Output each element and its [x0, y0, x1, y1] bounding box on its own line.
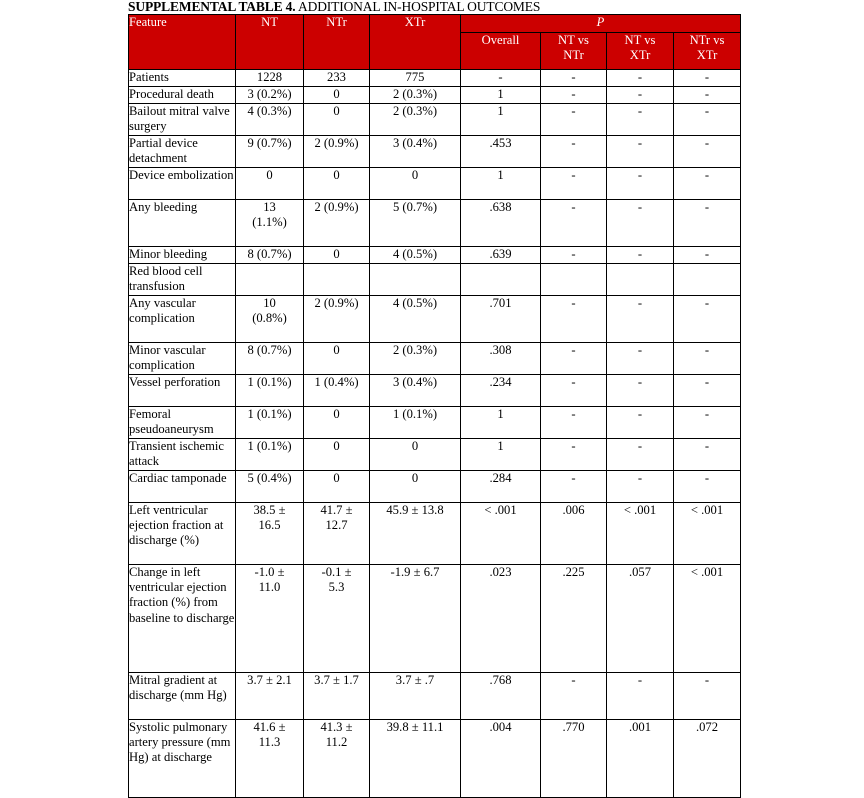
cell-xtr: 0: [370, 471, 461, 503]
column-header-ntr: NTr: [304, 15, 370, 70]
cell-ntr: 0: [304, 104, 370, 136]
cell-xtr: 0: [370, 439, 461, 471]
cell-nt-vs-ntr: -: [541, 407, 607, 439]
table-row: [129, 247, 741, 264]
cell-ntr-vs-xtr: -: [674, 673, 741, 720]
row-feature-label: Patients: [129, 70, 236, 87]
row-feature-label: Device embolization: [129, 168, 236, 200]
cell-overall: .701: [461, 296, 541, 343]
cell-ntr: 0: [304, 168, 370, 200]
table-row: [129, 70, 741, 87]
cell-overall: .639: [461, 247, 541, 264]
cell-nt-vs-xtr: -: [607, 439, 674, 471]
cell-ntr-vs-xtr: -: [674, 200, 741, 247]
cell-nt: 3 (0.2%): [236, 87, 304, 104]
table-row: [129, 343, 741, 375]
cell-nt-vs-xtr: -: [607, 87, 674, 104]
cell-xtr: 45.9 ± 13.8: [370, 503, 461, 565]
caption-label: SUPPLEMENTAL TABLE 4.: [128, 0, 296, 14]
table-row: [129, 104, 741, 136]
row-feature-label: Vessel perforation: [129, 375, 236, 407]
row-feature-label: Left ventricular ejection fraction at discharge (%): [129, 503, 236, 565]
table-row: [129, 296, 741, 343]
cell-nt: 3.7 ± 2.1: [236, 673, 304, 720]
cell-ntr: 2 (0.9%): [304, 136, 370, 168]
cell-nt-vs-xtr: -: [607, 375, 674, 407]
cell-overall: 1: [461, 168, 541, 200]
cell-ntr: 233: [304, 70, 370, 87]
row-feature-label: Red blood cell transfusion: [129, 264, 236, 296]
cell-nt: 1228: [236, 70, 304, 87]
cell-line-1: -1.0 ±: [254, 565, 285, 579]
row-feature-label: Change in left ventricular ejection fraction (%) from baseline to discharge: [129, 565, 236, 673]
cell-ntr-vs-xtr: [674, 264, 741, 296]
cell-nt-vs-xtr: -: [607, 200, 674, 247]
cell-ntr-vs-xtr: < .001: [674, 503, 741, 565]
cell-ntr: [304, 503, 370, 565]
cell-nt-vs-xtr: -: [607, 407, 674, 439]
cell-ntr-vs-xtr: -: [674, 87, 741, 104]
table-row: [129, 375, 741, 407]
cell-nt: [236, 200, 304, 247]
cell-nt: 1 (0.1%): [236, 407, 304, 439]
cell-xtr: 1 (0.1%): [370, 407, 461, 439]
cell-nt-vs-ntr: .006: [541, 503, 607, 565]
cell-overall: 1: [461, 87, 541, 104]
cell-nt-vs-xtr: -: [607, 70, 674, 87]
cell-overall: .004: [461, 720, 541, 798]
row-feature-label: Bailout mitral valve surgery: [129, 104, 236, 136]
row-feature-label: Procedural death: [129, 87, 236, 104]
cell-nt-vs-xtr: -: [607, 471, 674, 503]
cell-nt: 1 (0.1%): [236, 439, 304, 471]
cell-line-1: 41.6 ±: [253, 720, 286, 734]
cell-xtr: 0: [370, 168, 461, 200]
cell-xtr: 4 (0.5%): [370, 247, 461, 264]
cell-nt-vs-xtr: .057: [607, 565, 674, 673]
table-body: [129, 70, 741, 798]
row-feature-label: Minor bleeding: [129, 247, 236, 264]
cell-ntr-vs-xtr: -: [674, 375, 741, 407]
cell-nt-vs-ntr: -: [541, 200, 607, 247]
cell-overall: .284: [461, 471, 541, 503]
cell-nt: 0: [236, 168, 304, 200]
cell-nt-vs-ntr: -: [541, 673, 607, 720]
cell-nt-vs-ntr: -: [541, 439, 607, 471]
cell-ntr: 0: [304, 471, 370, 503]
table-row: [129, 87, 741, 104]
table-row: [129, 565, 741, 673]
cell-overall: .234: [461, 375, 541, 407]
cell-ntr-vs-xtr: -: [674, 407, 741, 439]
row-feature-label: Minor vascular complication: [129, 343, 236, 375]
column-header-feature: Feature: [129, 15, 236, 70]
table-header: [129, 15, 741, 70]
table-row: [129, 264, 741, 296]
p-ntr-vs-xtr-line2: XTr: [696, 48, 718, 63]
cell-line-2: 11.2: [325, 735, 348, 750]
cell-xtr: 2 (0.3%): [370, 343, 461, 375]
row-feature-label: Partial device detachment: [129, 136, 236, 168]
supplemental-table-4: [128, 14, 741, 798]
cell-line-2: (0.8%): [252, 311, 287, 326]
table-row: [129, 407, 741, 439]
cell-ntr: 3.7 ± 1.7: [304, 673, 370, 720]
cell-nt: 8 (0.7%): [236, 343, 304, 375]
row-feature-label: Any bleeding: [129, 200, 236, 247]
cell-line-2: 16.5: [258, 518, 281, 533]
cell-overall: < .001: [461, 503, 541, 565]
table-row: [129, 471, 741, 503]
p-nt-vs-xtr-line1: NT vs: [624, 33, 656, 47]
cell-line-2: 11.0: [258, 580, 281, 595]
cell-xtr: 2 (0.3%): [370, 87, 461, 104]
column-header-p-nt-vs-ntr: [541, 33, 607, 70]
table-row: [129, 200, 741, 247]
cell-nt-vs-xtr: .001: [607, 720, 674, 798]
cell-nt-vs-ntr: -: [541, 87, 607, 104]
cell-xtr: 5 (0.7%): [370, 200, 461, 247]
cell-ntr: [304, 720, 370, 798]
cell-xtr: [370, 264, 461, 296]
row-feature-label: Any vascular complication: [129, 296, 236, 343]
cell-ntr: 0: [304, 439, 370, 471]
cell-nt: 9 (0.7%): [236, 136, 304, 168]
cell-overall: 1: [461, 439, 541, 471]
cell-line-1: -0.1 ±: [321, 565, 352, 579]
cell-nt-vs-xtr: -: [607, 296, 674, 343]
table-caption: [128, 0, 740, 14]
cell-line-1: 41.7 ±: [320, 503, 353, 517]
cell-xtr: 39.8 ± 11.1: [370, 720, 461, 798]
cell-line-2: 12.7: [325, 518, 348, 533]
cell-line-1: 38.5 ±: [253, 503, 286, 517]
p-nt-vs-ntr-line1: NT vs: [558, 33, 589, 47]
cell-nt-vs-ntr: -: [541, 70, 607, 87]
cell-xtr: 775: [370, 70, 461, 87]
cell-ntr: 0: [304, 407, 370, 439]
cell-overall: -: [461, 70, 541, 87]
cell-line-1: 10: [263, 296, 276, 310]
cell-line-2: (1.1%): [252, 215, 287, 230]
header-row-primary: [129, 15, 741, 33]
cell-overall: .638: [461, 200, 541, 247]
p-ntr-vs-xtr-line1: NTr vs: [689, 33, 725, 47]
column-header-p-group: P: [461, 15, 741, 33]
cell-ntr: 1 (0.4%): [304, 375, 370, 407]
column-header-p-nt-vs-xtr: [607, 33, 674, 70]
cell-ntr: 0: [304, 247, 370, 264]
cell-ntr-vs-xtr: .072: [674, 720, 741, 798]
cell-nt-vs-xtr: < .001: [607, 503, 674, 565]
cell-ntr-vs-xtr: -: [674, 439, 741, 471]
cell-overall: [461, 264, 541, 296]
cell-ntr-vs-xtr: -: [674, 104, 741, 136]
cell-xtr: -1.9 ± 6.7: [370, 565, 461, 673]
cell-nt-vs-ntr: .770: [541, 720, 607, 798]
cell-ntr-vs-xtr: -: [674, 471, 741, 503]
cell-nt: [236, 503, 304, 565]
table-row: [129, 673, 741, 720]
cell-xtr: 3 (0.4%): [370, 375, 461, 407]
cell-nt-vs-xtr: -: [607, 343, 674, 375]
cell-ntr-vs-xtr: -: [674, 168, 741, 200]
p-nt-vs-ntr-line2: NTr: [563, 48, 584, 63]
cell-nt: 4 (0.3%): [236, 104, 304, 136]
cell-xtr: 3.7 ± .7: [370, 673, 461, 720]
cell-ntr-vs-xtr: < .001: [674, 565, 741, 673]
cell-nt: 8 (0.7%): [236, 247, 304, 264]
cell-nt-vs-xtr: -: [607, 247, 674, 264]
row-feature-label: Cardiac tamponade: [129, 471, 236, 503]
cell-nt: [236, 264, 304, 296]
cell-nt: 1 (0.1%): [236, 375, 304, 407]
cell-nt-vs-xtr: -: [607, 104, 674, 136]
row-feature-label: Femoral pseudoaneurysm: [129, 407, 236, 439]
cell-overall: 1: [461, 407, 541, 439]
cell-ntr: [304, 565, 370, 673]
p-nt-vs-xtr-line2: XTr: [629, 48, 651, 63]
cell-ntr-vs-xtr: -: [674, 136, 741, 168]
cell-nt-vs-ntr: -: [541, 247, 607, 264]
caption-title: ADDITIONAL IN-HOSPITAL OUTCOMES: [295, 0, 541, 14]
cell-nt-vs-ntr: -: [541, 104, 607, 136]
column-header-xtr: XTr: [370, 15, 461, 70]
cell-line-2: 5.3: [328, 580, 345, 595]
table-row: [129, 439, 741, 471]
table-row: [129, 136, 741, 168]
cell-ntr: 0: [304, 87, 370, 104]
cell-nt-vs-ntr: -: [541, 296, 607, 343]
cell-nt: [236, 565, 304, 673]
row-feature-label: Systolic pulmonary artery pressure (mm Hg) at discharge: [129, 720, 236, 798]
cell-nt: [236, 720, 304, 798]
cell-nt-vs-xtr: -: [607, 136, 674, 168]
cell-nt-vs-ntr: -: [541, 343, 607, 375]
table-row: [129, 168, 741, 200]
column-header-p-ntr-vs-xtr: [674, 33, 741, 70]
cell-ntr-vs-xtr: -: [674, 296, 741, 343]
cell-nt-vs-ntr: -: [541, 136, 607, 168]
cell-overall: .768: [461, 673, 541, 720]
cell-nt-vs-xtr: [607, 264, 674, 296]
cell-overall: .023: [461, 565, 541, 673]
table-row: [129, 720, 741, 798]
cell-line-2: 11.3: [258, 735, 281, 750]
cell-line-1: 13: [263, 200, 276, 214]
cell-nt-vs-ntr: .225: [541, 565, 607, 673]
column-header-nt: NT: [236, 15, 304, 70]
cell-nt-vs-ntr: [541, 264, 607, 296]
cell-ntr-vs-xtr: -: [674, 247, 741, 264]
cell-nt: 5 (0.4%): [236, 471, 304, 503]
cell-ntr: 2 (0.9%): [304, 200, 370, 247]
row-feature-label: Transient ischemic attack: [129, 439, 236, 471]
cell-nt-vs-xtr: -: [607, 168, 674, 200]
row-feature-label: Mitral gradient at discharge (mm Hg): [129, 673, 236, 720]
cell-nt-vs-xtr: -: [607, 673, 674, 720]
cell-xtr: 4 (0.5%): [370, 296, 461, 343]
cell-nt: [236, 296, 304, 343]
cell-line-1: 41.3 ±: [320, 720, 353, 734]
cell-nt-vs-ntr: -: [541, 471, 607, 503]
cell-overall: .453: [461, 136, 541, 168]
table-row: [129, 503, 741, 565]
cell-ntr: 2 (0.9%): [304, 296, 370, 343]
cell-overall: .308: [461, 343, 541, 375]
cell-overall: 1: [461, 104, 541, 136]
cell-ntr-vs-xtr: -: [674, 343, 741, 375]
cell-nt-vs-ntr: -: [541, 168, 607, 200]
cell-ntr-vs-xtr: -: [674, 70, 741, 87]
cell-xtr: 2 (0.3%): [370, 104, 461, 136]
cell-ntr: 0: [304, 343, 370, 375]
cell-xtr: 3 (0.4%): [370, 136, 461, 168]
cell-nt-vs-ntr: -: [541, 375, 607, 407]
cell-ntr: [304, 264, 370, 296]
table-container: [128, 14, 740, 798]
column-header-p-overall: Overall: [461, 33, 541, 70]
